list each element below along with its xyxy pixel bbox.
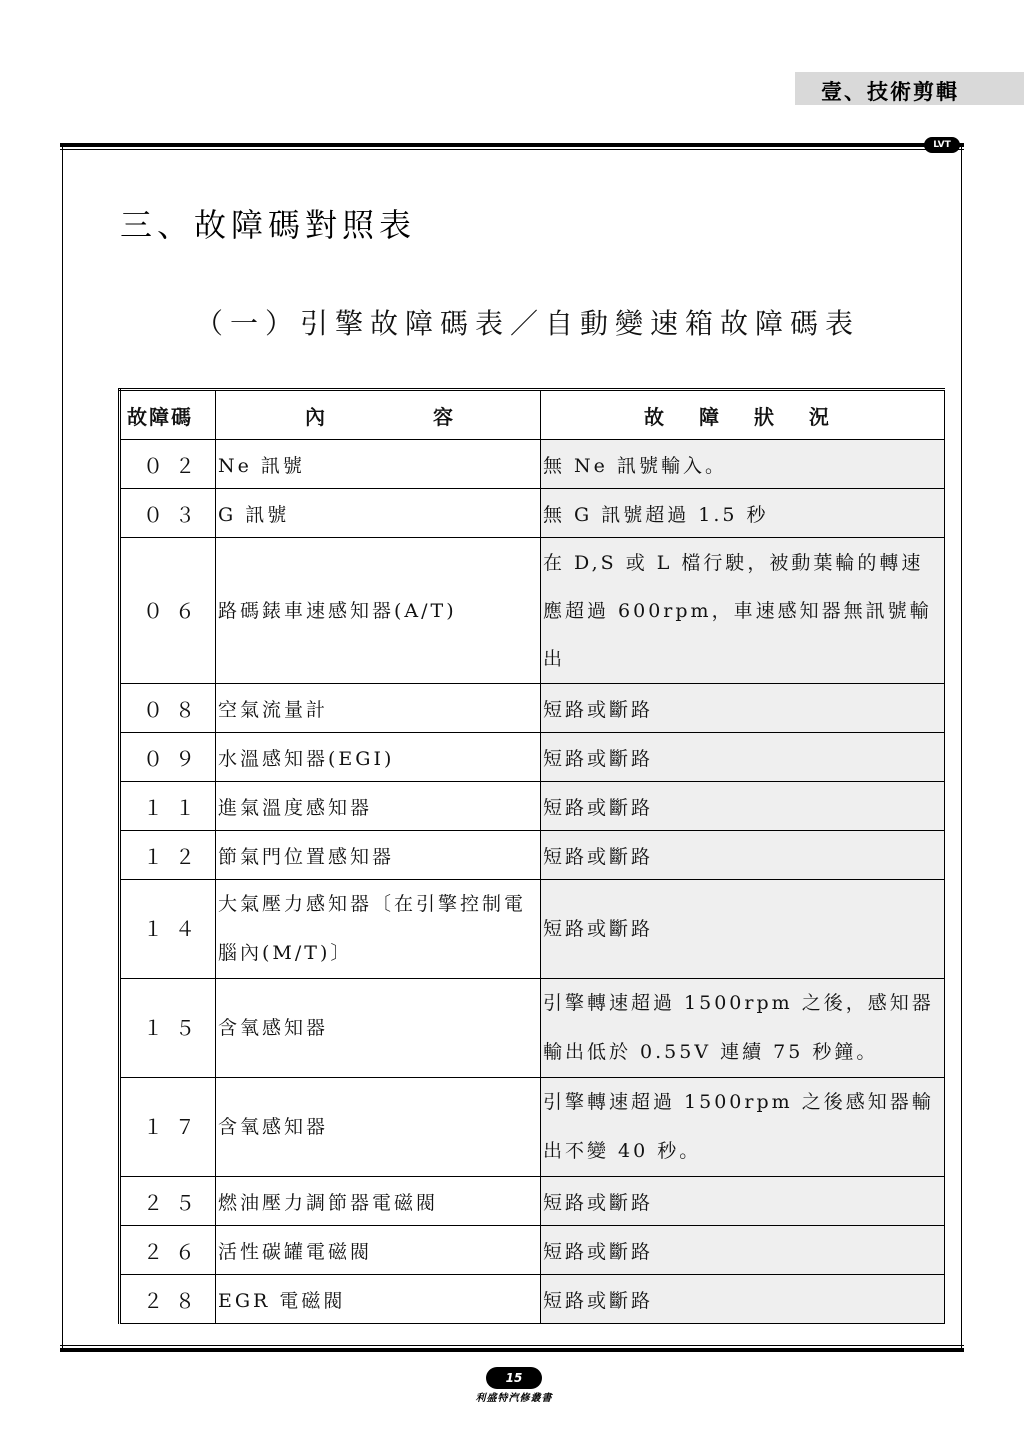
page-subtitle: （一）引擎故障碼表／自動變速箱故障碼表 [195,307,861,340]
table-row [120,489,945,538]
fault-status: 短路或斷路 [541,1177,945,1226]
top-rule-thin [60,149,964,150]
table-row [120,684,945,733]
fault-status: 短路或斷路 [541,733,945,782]
fault-code: ０９ [120,733,216,782]
fault-code: ０３ [120,489,216,538]
fault-code: ０６ [120,538,216,684]
fault-content: 空氣流量計 [216,684,541,733]
fault-status: 短路或斷路 [541,1226,945,1275]
page-title: 三、故障碼對照表 [120,206,417,244]
brand-logo: LVT [924,137,960,153]
fault-content: EGR 電磁閥 [216,1275,541,1324]
fault-content: 水溫感知器(EGI) [216,733,541,782]
table-row [120,440,945,489]
fault-status: 在 D,S 或 L 檔行駛，被動葉輪的轉速應超過 600rpm，車速感知器無訊號輸出 [541,538,945,684]
table-row [120,979,945,1078]
fault-content: 含氧感知器 [216,1078,541,1177]
fault-code-table [118,388,945,1324]
table-row [120,733,945,782]
header-code: 故障碼 [120,390,216,440]
fault-code: ０２ [120,440,216,489]
table-row [120,880,945,979]
fault-content: 燃油壓力調節器電磁閥 [216,1177,541,1226]
fault-status: 無 G 訊號超過 1.5 秒 [541,489,945,538]
table-row [120,782,945,831]
fault-code: ２８ [120,1275,216,1324]
header-content-second: 容 [433,404,453,429]
section-header-label: 壹、技術剪輯 [821,80,959,104]
table-header-row [120,390,945,440]
fault-code: １４ [120,880,216,979]
fault-code: ２６ [120,1226,216,1275]
fault-content: 路碼錶車速感知器(A/T) [216,538,541,684]
fault-content: Ne 訊號 [216,440,541,489]
fault-status: 短路或斷路 [541,831,945,880]
publisher-name: 利盛特汽修叢書 [475,1393,553,1404]
fault-content: 大氣壓力感知器〔在引擎控制電腦內(M/T)〕 [216,880,541,979]
fault-code: ２５ [120,1177,216,1226]
table-row [120,1275,945,1324]
header-status: 故 障 狀 況 [541,390,945,440]
fault-content: 含氧感知器 [216,979,541,1078]
bottom-rule [60,1348,964,1352]
fault-status: 無 Ne 訊號輸入。 [541,440,945,489]
fault-code: １５ [120,979,216,1078]
fault-code: １２ [120,831,216,880]
fault-content: 進氣溫度感知器 [216,782,541,831]
fault-code: １７ [120,1078,216,1177]
fault-content: G 訊號 [216,489,541,538]
frame-right-border [961,147,962,1348]
table-row [120,1226,945,1275]
table-row [120,538,945,684]
table-row [120,1177,945,1226]
table-row [120,831,945,880]
frame-left-border [62,147,63,1348]
fault-code: ０８ [120,684,216,733]
fault-status: 引擎轉速超過 1500rpm 之後感知器輸出不變 40 秒。 [541,1078,945,1177]
fault-code: １１ [120,782,216,831]
fault-status: 短路或斷路 [541,880,945,979]
bottom-rule-thin [60,1345,964,1346]
section-header-tab [795,72,1024,105]
fault-status: 引擎轉速超過 1500rpm 之後，感知器輸出低於 0.55V 連續 75 秒鐘。 [541,979,945,1078]
table-row [120,1078,945,1177]
fault-status: 短路或斷路 [541,1275,945,1324]
header-content [216,390,541,440]
header-content-first: 內 [305,404,325,429]
top-rule [60,143,964,147]
page-number: 15 [486,1367,542,1389]
fault-status: 短路或斷路 [541,684,945,733]
fault-status: 短路或斷路 [541,782,945,831]
fault-content: 節氣門位置感知器 [216,831,541,880]
fault-content: 活性碳罐電磁閥 [216,1226,541,1275]
